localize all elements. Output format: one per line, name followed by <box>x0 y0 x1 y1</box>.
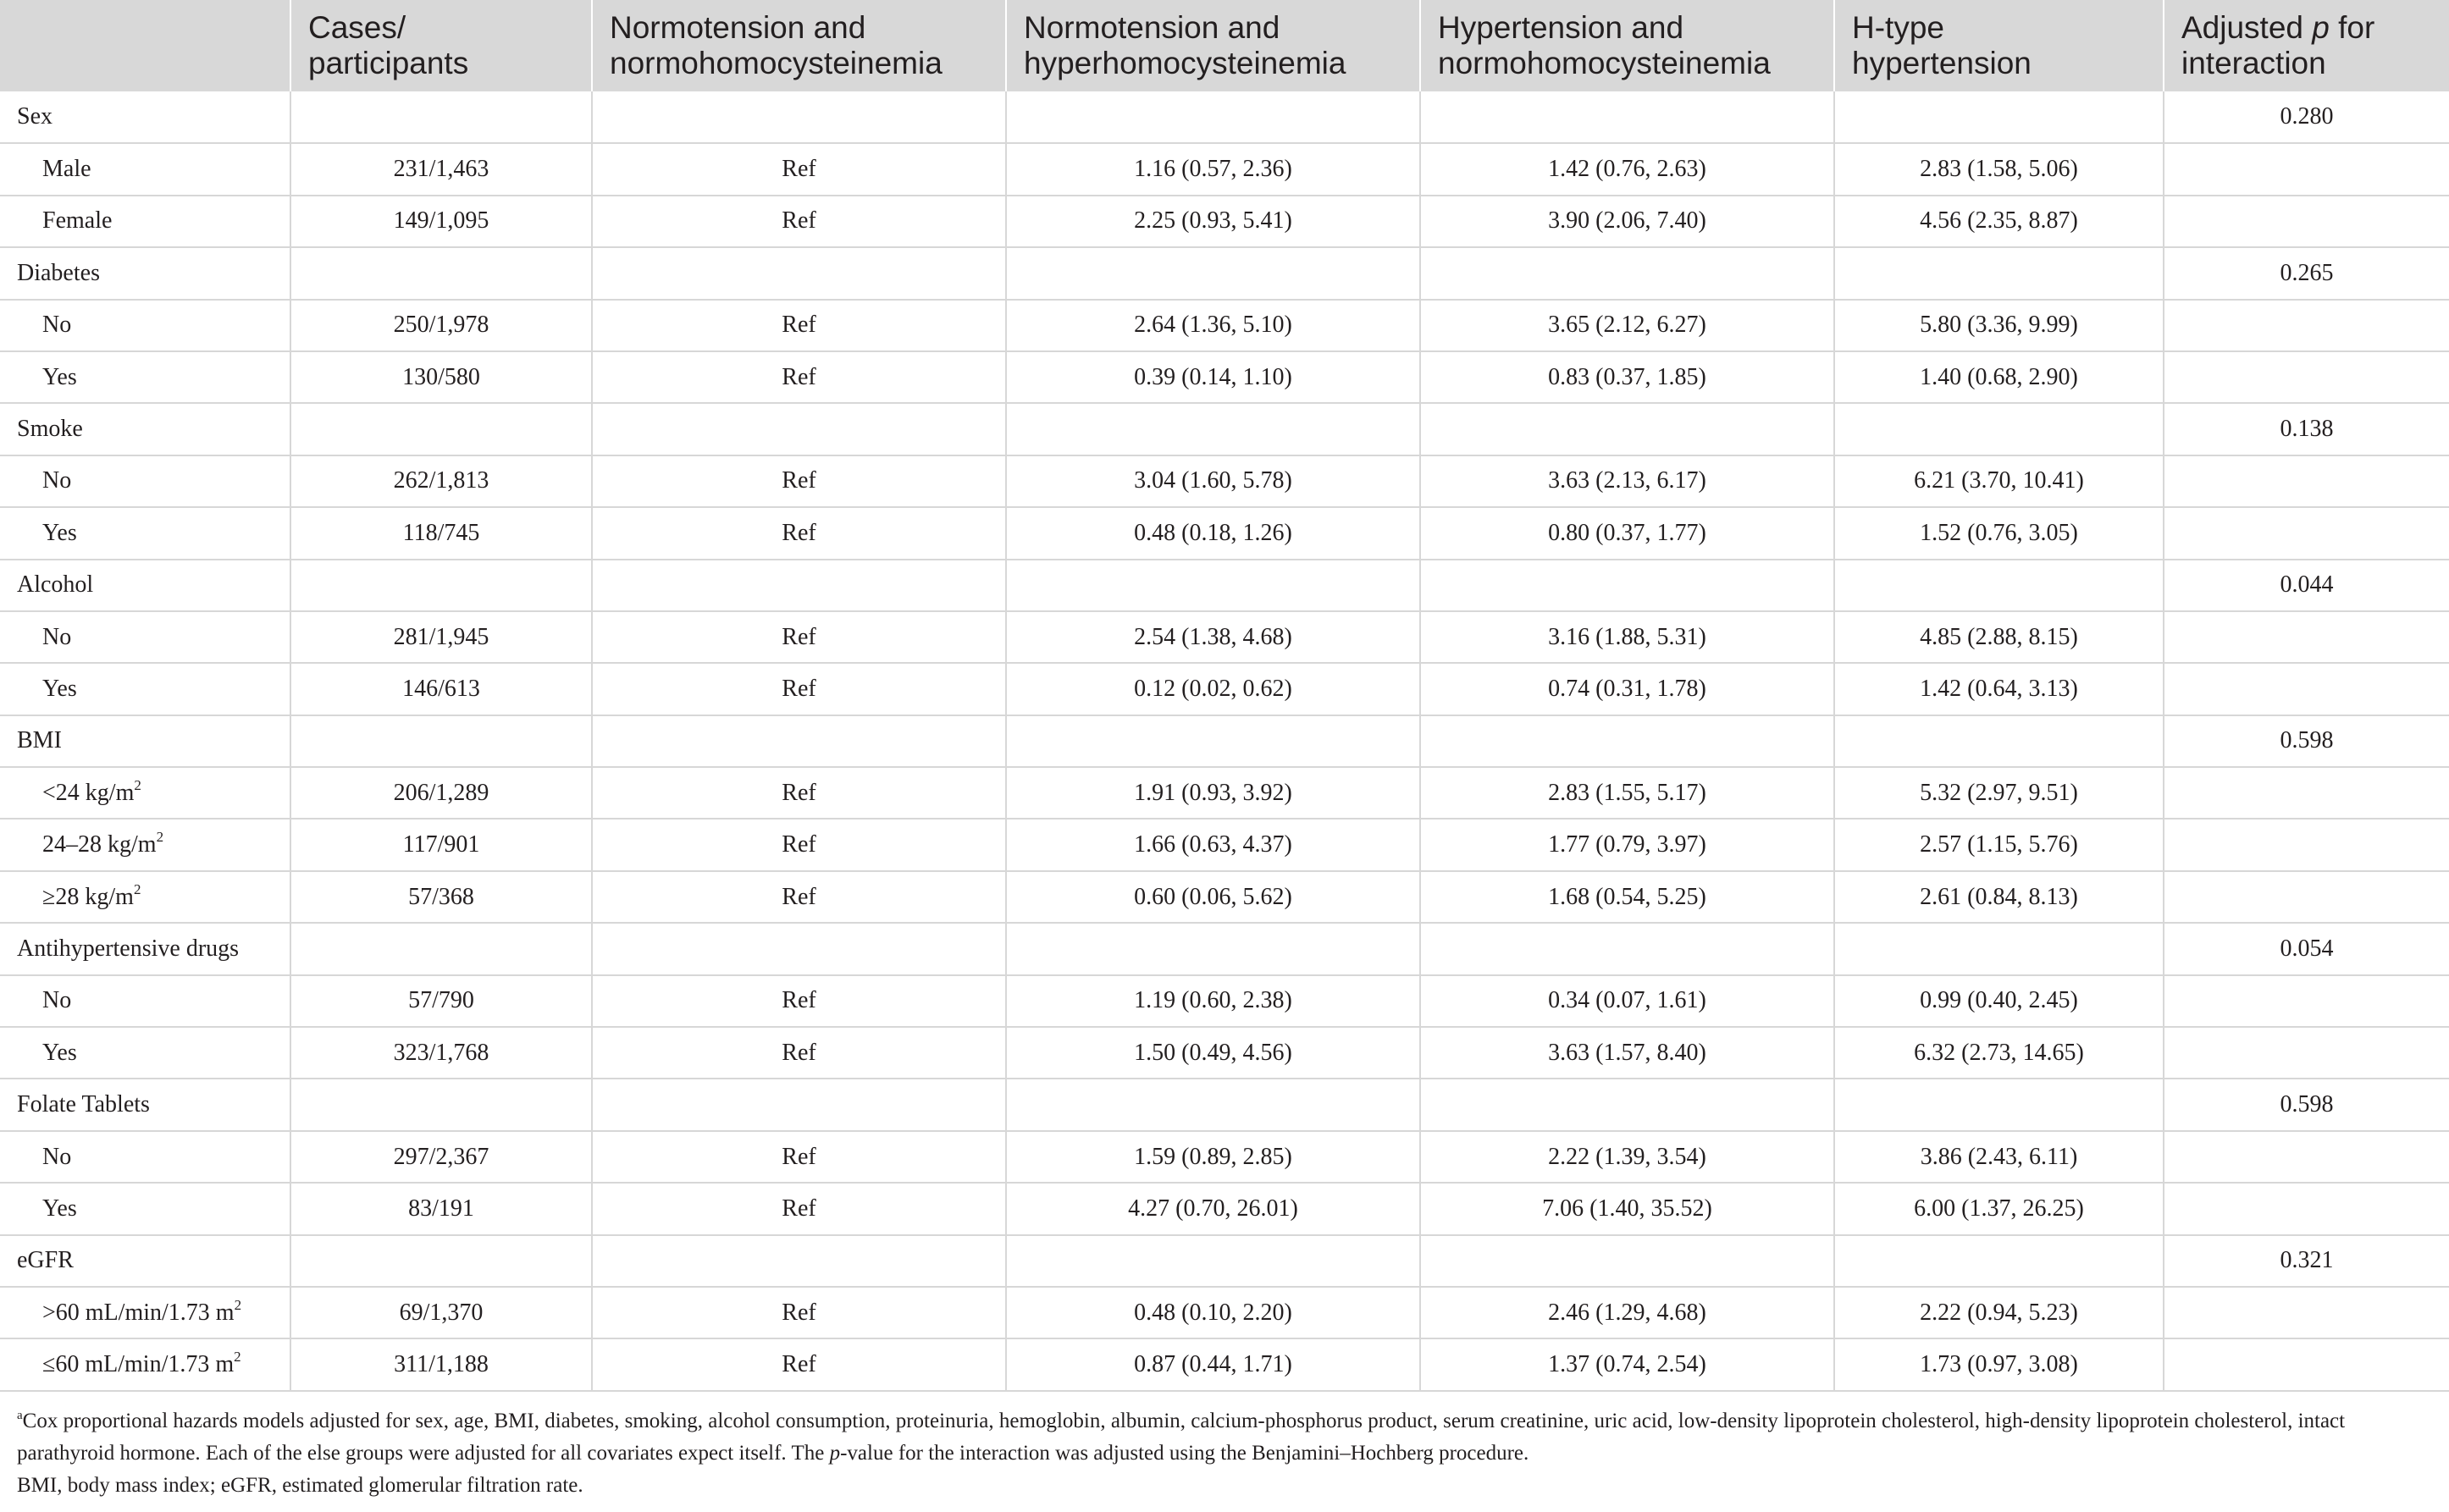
cell-p-interaction <box>2164 300 2449 351</box>
header-italic-p: p <box>2312 10 2330 45</box>
cell-reference <box>592 715 1006 767</box>
table-row-subgroup <box>0 975 2449 1027</box>
cell-hypertension-normohcy-hr <box>1420 715 1834 767</box>
cell-p-interaction <box>2164 767 2449 819</box>
cell-hypertension-normohcy-hr: 1.37 (0.74, 2.54) <box>1420 1338 1834 1390</box>
table-row-category <box>0 1079 2449 1130</box>
cell-reference: Ref <box>592 1183 1006 1234</box>
cell-reference: Ref <box>592 663 1006 715</box>
cell-p-interaction <box>2164 1131 2449 1183</box>
cell-h-type-hypertension-hr <box>1834 91 2164 143</box>
table-footnotes <box>17 1405 2422 1502</box>
cell-cases: 83/191 <box>290 1183 592 1234</box>
cell-h-type-hypertension-hr: 2.22 (0.94, 5.23) <box>1834 1287 2164 1338</box>
cell-label <box>0 1079 290 1130</box>
cell-cases: 117/901 <box>290 819 592 870</box>
cell-p-interaction <box>2164 871 2449 923</box>
cell-cases <box>290 1235 592 1287</box>
cell-p-interaction <box>2164 143 2449 195</box>
cell-hypertension-normohcy-hr: 3.65 (2.12, 6.27) <box>1420 300 1834 351</box>
label-superscript: 2 <box>156 829 164 846</box>
cell-hypertension-normohcy-hr <box>1420 1235 1834 1287</box>
header-adjusted-p <box>2164 0 2449 91</box>
label-text: Yes <box>42 675 77 702</box>
cell-hypertension-normohcy-hr: 2.46 (1.29, 4.68) <box>1420 1287 1834 1338</box>
cell-label <box>0 1235 290 1287</box>
label-text: Yes <box>42 519 77 546</box>
cell-label <box>0 923 290 974</box>
cell-cases: 146/613 <box>290 663 592 715</box>
cell-reference: Ref <box>592 611 1006 663</box>
label-text: >60 mL/min/1.73 m <box>42 1299 235 1326</box>
table-row-subgroup <box>0 196 2449 247</box>
header-line2: interaction <box>2181 46 2326 80</box>
table-row-subgroup <box>0 1131 2449 1183</box>
footnote-text-a: Cox proportional hazards models adjusted for sex, age, BMI, diabetes, smoking, alcohol consumption, proteinuria, hemoglobin, albumin, calcium-phosphorus product, serum creatinine, uric acid, low-density lipoprotein cholesterol, high-density lipoprotein cholesterol, intact parathyroid hormone. Each of the else groups were adjusted for all covariates expect itself. The <box>17 1410 2346 1465</box>
cell-hypertension-normohcy-hr <box>1420 91 1834 143</box>
label-text: Female <box>42 207 113 235</box>
cell-label <box>0 715 290 767</box>
cell-cases: 57/790 <box>290 975 592 1027</box>
cell-cases: 311/1,188 <box>290 1338 592 1390</box>
cell-h-type-hypertension-hr: 1.40 (0.68, 2.90) <box>1834 351 2164 403</box>
cell-cases: 323/1,768 <box>290 1027 592 1079</box>
cell-label <box>0 1131 290 1183</box>
cell-h-type-hypertension-hr: 5.80 (3.36, 9.99) <box>1834 300 2164 351</box>
header-line2: hypertension <box>1852 46 2032 80</box>
cell-reference <box>592 403 1006 455</box>
cell-normotension-hyperhcy-hr: 1.50 (0.49, 4.56) <box>1006 1027 1420 1079</box>
cell-cases: 69/1,370 <box>290 1287 592 1338</box>
cell-h-type-hypertension-hr: 6.21 (3.70, 10.41) <box>1834 455 2164 507</box>
cell-hypertension-normohcy-hr <box>1420 923 1834 974</box>
table-row-subgroup <box>0 1183 2449 1234</box>
cell-h-type-hypertension-hr <box>1834 1079 2164 1130</box>
cell-h-type-hypertension-hr: 4.85 (2.88, 8.15) <box>1834 611 2164 663</box>
cell-reference: Ref <box>592 1027 1006 1079</box>
cell-reference <box>592 560 1006 611</box>
cell-normotension-hyperhcy-hr: 0.39 (0.14, 1.10) <box>1006 351 1420 403</box>
cell-normotension-hyperhcy-hr: 3.04 (1.60, 5.78) <box>1006 455 1420 507</box>
cell-normotension-hyperhcy-hr <box>1006 923 1420 974</box>
cell-hypertension-normohcy-hr: 0.80 (0.37, 1.77) <box>1420 507 1834 559</box>
cell-label <box>0 975 290 1027</box>
header-line1b: for <box>2338 10 2375 45</box>
cell-reference: Ref <box>592 455 1006 507</box>
table-row-category <box>0 1235 2449 1287</box>
label-text: eGFR <box>17 1247 74 1274</box>
cell-normotension-hyperhcy-hr: 1.91 (0.93, 3.92) <box>1006 767 1420 819</box>
header-row <box>0 0 2449 91</box>
label-text: Yes <box>42 1039 77 1066</box>
cell-normotension-hyperhcy-hr <box>1006 91 1420 143</box>
table-row-subgroup <box>0 663 2449 715</box>
cell-p-interaction: 0.054 <box>2164 923 2449 974</box>
label-text: BMI <box>17 727 62 754</box>
header-subgroup <box>0 0 290 91</box>
cell-hypertension-normohcy-hr <box>1420 403 1834 455</box>
cell-p-interaction <box>2164 663 2449 715</box>
cell-normotension-hyperhcy-hr <box>1006 1235 1420 1287</box>
cell-reference <box>592 247 1006 299</box>
cell-h-type-hypertension-hr <box>1834 403 2164 455</box>
cell-hypertension-normohcy-hr: 2.22 (1.39, 3.54) <box>1420 1131 1834 1183</box>
table-row-subgroup <box>0 507 2449 559</box>
cell-label <box>0 507 290 559</box>
label-text: ≤60 mL/min/1.73 m <box>42 1351 235 1378</box>
label-superscript: 2 <box>133 880 141 897</box>
cell-label <box>0 1183 290 1234</box>
cell-cases: 231/1,463 <box>290 143 592 195</box>
cell-p-interaction: 0.044 <box>2164 560 2449 611</box>
label-text: 24–28 kg/m <box>42 831 157 858</box>
cell-reference: Ref <box>592 975 1006 1027</box>
cell-h-type-hypertension-hr: 1.42 (0.64, 3.13) <box>1834 663 2164 715</box>
cell-normotension-hyperhcy-hr: 1.66 (0.63, 4.37) <box>1006 819 1420 870</box>
table-row-category <box>0 560 2449 611</box>
footnote-abbreviations: BMI, body mass index; eGFR, estimated glomerular filtration rate. <box>17 1474 583 1497</box>
table-header <box>0 0 2449 91</box>
cell-p-interaction: 0.265 <box>2164 247 2449 299</box>
cell-normotension-hyperhcy-hr: 0.48 (0.18, 1.26) <box>1006 507 1420 559</box>
cell-normotension-hyperhcy-hr <box>1006 1079 1420 1130</box>
cell-normotension-hyperhcy-hr <box>1006 560 1420 611</box>
cell-normotension-hyperhcy-hr: 0.87 (0.44, 1.71) <box>1006 1338 1420 1390</box>
label-text: Yes <box>42 1195 77 1222</box>
cell-cases: 130/580 <box>290 351 592 403</box>
table-row-subgroup <box>0 767 2449 819</box>
cell-cases: 297/2,367 <box>290 1131 592 1183</box>
cell-hypertension-normohcy-hr: 3.16 (1.88, 5.31) <box>1420 611 1834 663</box>
table-row-category <box>0 715 2449 767</box>
cell-label <box>0 871 290 923</box>
cell-p-interaction <box>2164 1338 2449 1390</box>
table-row-subgroup <box>0 1027 2449 1079</box>
header-line2: normohomocysteinemia <box>610 46 943 80</box>
cell-normotension-hyperhcy-hr: 1.19 (0.60, 2.38) <box>1006 975 1420 1027</box>
cell-h-type-hypertension-hr: 0.99 (0.40, 2.45) <box>1834 975 2164 1027</box>
cell-p-interaction: 0.598 <box>2164 715 2449 767</box>
header-line1: Hypertension and <box>1438 10 1684 45</box>
cell-reference <box>592 91 1006 143</box>
cell-cases: 262/1,813 <box>290 455 592 507</box>
label-text: Antihypertensive drugs <box>17 935 240 962</box>
cell-hypertension-normohcy-hr: 0.74 (0.31, 1.78) <box>1420 663 1834 715</box>
cell-hypertension-normohcy-hr: 0.83 (0.37, 1.85) <box>1420 351 1834 403</box>
cell-hypertension-normohcy-hr: 3.63 (2.13, 6.17) <box>1420 455 1834 507</box>
cell-reference: Ref <box>592 767 1006 819</box>
cell-h-type-hypertension-hr: 2.83 (1.58, 5.06) <box>1834 143 2164 195</box>
cell-p-interaction <box>2164 611 2449 663</box>
cell-normotension-hyperhcy-hr: 2.64 (1.36, 5.10) <box>1006 300 1420 351</box>
cell-p-interaction <box>2164 819 2449 870</box>
cell-h-type-hypertension-hr <box>1834 715 2164 767</box>
cell-p-interaction: 0.321 <box>2164 1235 2449 1287</box>
table-row-category <box>0 247 2449 299</box>
cell-h-type-hypertension-hr: 3.86 (2.43, 6.11) <box>1834 1131 2164 1183</box>
cell-reference: Ref <box>592 819 1006 870</box>
cell-h-type-hypertension-hr: 4.56 (2.35, 8.87) <box>1834 196 2164 247</box>
cell-cases: 206/1,289 <box>290 767 592 819</box>
cell-p-interaction <box>2164 196 2449 247</box>
table-row-category <box>0 403 2449 455</box>
cell-normotension-hyperhcy-hr: 1.16 (0.57, 2.36) <box>1006 143 1420 195</box>
cell-p-interaction <box>2164 455 2449 507</box>
table-row-subgroup <box>0 351 2449 403</box>
cell-p-interaction <box>2164 351 2449 403</box>
cell-h-type-hypertension-hr: 6.32 (2.73, 14.65) <box>1834 1027 2164 1079</box>
cell-label <box>0 300 290 351</box>
cell-hypertension-normohcy-hr: 2.83 (1.55, 5.17) <box>1420 767 1834 819</box>
header-cases-participants <box>290 0 592 91</box>
cell-p-interaction <box>2164 1183 2449 1234</box>
label-text: ≥28 kg/m <box>42 883 134 910</box>
cell-p-interaction <box>2164 1287 2449 1338</box>
cell-p-interaction <box>2164 975 2449 1027</box>
cell-label <box>0 247 290 299</box>
cell-cases: 57/368 <box>290 871 592 923</box>
label-text: Diabetes <box>17 259 100 286</box>
footnote-adjustment <box>17 1405 2422 1470</box>
cell-hypertension-normohcy-hr: 0.34 (0.07, 1.61) <box>1420 975 1834 1027</box>
cell-normotension-hyperhcy-hr: 0.60 (0.06, 5.62) <box>1006 871 1420 923</box>
cell-cases <box>290 560 592 611</box>
footnote-text-b: -value for the interaction was adjusted using the Benjamini–Hochberg procedure. <box>840 1442 1529 1465</box>
cell-cases <box>290 1079 592 1130</box>
cell-h-type-hypertension-hr <box>1834 923 2164 974</box>
cell-reference: Ref <box>592 1287 1006 1338</box>
cell-hypertension-normohcy-hr: 1.68 (0.54, 5.25) <box>1420 871 1834 923</box>
cell-label <box>0 143 290 195</box>
cell-cases <box>290 715 592 767</box>
cell-normotension-hyperhcy-hr: 0.12 (0.02, 0.62) <box>1006 663 1420 715</box>
cell-hypertension-normohcy-hr: 1.77 (0.79, 3.97) <box>1420 819 1834 870</box>
cell-label <box>0 819 290 870</box>
cell-label <box>0 403 290 455</box>
header-h-type-hypertension <box>1834 0 2164 91</box>
label-superscript: 2 <box>234 1349 241 1366</box>
cell-reference: Ref <box>592 143 1006 195</box>
table-row-subgroup <box>0 819 2449 870</box>
cell-label <box>0 663 290 715</box>
table-row-subgroup <box>0 1287 2449 1338</box>
label-text: <24 kg/m <box>42 779 135 806</box>
cell-h-type-hypertension-hr: 2.61 (0.84, 8.13) <box>1834 871 2164 923</box>
cell-hypertension-normohcy-hr <box>1420 247 1834 299</box>
label-text: No <box>42 987 72 1014</box>
table-row-subgroup <box>0 300 2449 351</box>
cell-label <box>0 1338 290 1390</box>
header-normotension-normohcy <box>592 0 1006 91</box>
cell-label <box>0 1287 290 1338</box>
table-row-category <box>0 923 2449 974</box>
cell-h-type-hypertension-hr: 5.32 (2.97, 9.51) <box>1834 767 2164 819</box>
label-text: No <box>42 312 72 339</box>
table-row-subgroup <box>0 1338 2449 1390</box>
cell-normotension-hyperhcy-hr <box>1006 403 1420 455</box>
cell-p-interaction: 0.138 <box>2164 403 2449 455</box>
cell-h-type-hypertension-hr: 6.00 (1.37, 26.25) <box>1834 1183 2164 1234</box>
label-superscript: 2 <box>134 776 141 793</box>
cell-h-type-hypertension-hr: 1.73 (0.97, 3.08) <box>1834 1338 2164 1390</box>
header-line2: hyperhomocysteinemia <box>1024 46 1346 80</box>
cell-normotension-hyperhcy-hr: 4.27 (0.70, 26.01) <box>1006 1183 1420 1234</box>
cell-cases: 118/745 <box>290 507 592 559</box>
cell-label <box>0 767 290 819</box>
cell-cases <box>290 247 592 299</box>
cell-normotension-hyperhcy-hr <box>1006 247 1420 299</box>
table-row-subgroup <box>0 871 2449 923</box>
header-line1: Adjusted <box>2181 10 2303 45</box>
header-normotension-hyperhcy <box>1006 0 1420 91</box>
cell-reference: Ref <box>592 300 1006 351</box>
cell-label <box>0 1027 290 1079</box>
cell-h-type-hypertension-hr <box>1834 1235 2164 1287</box>
cell-h-type-hypertension-hr <box>1834 247 2164 299</box>
cell-label <box>0 560 290 611</box>
cell-reference: Ref <box>592 1131 1006 1183</box>
cell-h-type-hypertension-hr <box>1834 560 2164 611</box>
cell-normotension-hyperhcy-hr: 2.54 (1.38, 4.68) <box>1006 611 1420 663</box>
cell-cases <box>290 91 592 143</box>
cell-label <box>0 611 290 663</box>
cell-cases <box>290 923 592 974</box>
cell-reference: Ref <box>592 507 1006 559</box>
cell-cases: 149/1,095 <box>290 196 592 247</box>
cell-hypertension-normohcy-hr <box>1420 560 1834 611</box>
header-line1: Normotension and <box>610 10 866 45</box>
label-superscript: 2 <box>234 1296 242 1313</box>
cell-p-interaction <box>2164 1027 2449 1079</box>
cell-cases <box>290 403 592 455</box>
footnote-p-italic: p <box>829 1442 841 1465</box>
table-row-subgroup <box>0 455 2449 507</box>
cell-reference <box>592 1235 1006 1287</box>
cell-reference: Ref <box>592 1338 1006 1390</box>
cell-h-type-hypertension-hr: 2.57 (1.15, 5.76) <box>1834 819 2164 870</box>
label-text: Smoke <box>17 416 83 443</box>
header-line1: H-type <box>1852 10 1944 45</box>
label-text: Alcohol <box>17 571 94 599</box>
table-row-subgroup <box>0 143 2449 195</box>
label-text: No <box>42 467 72 494</box>
cell-p-interaction: 0.280 <box>2164 91 2449 143</box>
cell-label <box>0 196 290 247</box>
cell-normotension-hyperhcy-hr: 1.59 (0.89, 2.85) <box>1006 1131 1420 1183</box>
cell-p-interaction <box>2164 507 2449 559</box>
cell-normotension-hyperhcy-hr: 0.48 (0.10, 2.20) <box>1006 1287 1420 1338</box>
label-text: Sex <box>17 103 53 130</box>
cell-hypertension-normohcy-hr <box>1420 1079 1834 1130</box>
cell-hypertension-normohcy-hr: 3.63 (1.57, 8.40) <box>1420 1027 1834 1079</box>
cell-reference <box>592 1079 1006 1130</box>
cell-reference: Ref <box>592 351 1006 403</box>
footnote-mark: a <box>17 1409 23 1422</box>
label-text: No <box>42 1143 72 1170</box>
cell-label <box>0 351 290 403</box>
table-row-category <box>0 91 2449 143</box>
label-text: No <box>42 623 72 650</box>
cell-hypertension-normohcy-hr: 3.90 (2.06, 7.40) <box>1420 196 1834 247</box>
cell-hypertension-normohcy-hr: 1.42 (0.76, 2.63) <box>1420 143 1834 195</box>
label-text: Folate Tablets <box>17 1091 150 1118</box>
cell-label <box>0 91 290 143</box>
cell-cases: 281/1,945 <box>290 611 592 663</box>
label-text: Yes <box>42 363 77 390</box>
cell-hypertension-normohcy-hr: 7.06 (1.40, 35.52) <box>1420 1183 1834 1234</box>
cell-reference: Ref <box>592 196 1006 247</box>
cell-reference <box>592 923 1006 974</box>
cell-p-interaction: 0.598 <box>2164 1079 2449 1130</box>
cell-h-type-hypertension-hr: 1.52 (0.76, 3.05) <box>1834 507 2164 559</box>
label-text: Male <box>42 156 91 183</box>
header-line2: normohomocysteinemia <box>1438 46 1771 80</box>
header-line2: participants <box>308 46 469 80</box>
cell-reference: Ref <box>592 871 1006 923</box>
header-line1: Cases/ <box>308 10 406 45</box>
cell-cases: 250/1,978 <box>290 300 592 351</box>
table-row-subgroup <box>0 611 2449 663</box>
header-hypertension-normohcy <box>1420 0 1834 91</box>
header-line1: Normotension and <box>1024 10 1280 45</box>
cell-normotension-hyperhcy-hr: 2.25 (0.93, 5.41) <box>1006 196 1420 247</box>
cell-normotension-hyperhcy-hr <box>1006 715 1420 767</box>
cell-label <box>0 455 290 507</box>
table-body <box>0 91 2449 1391</box>
